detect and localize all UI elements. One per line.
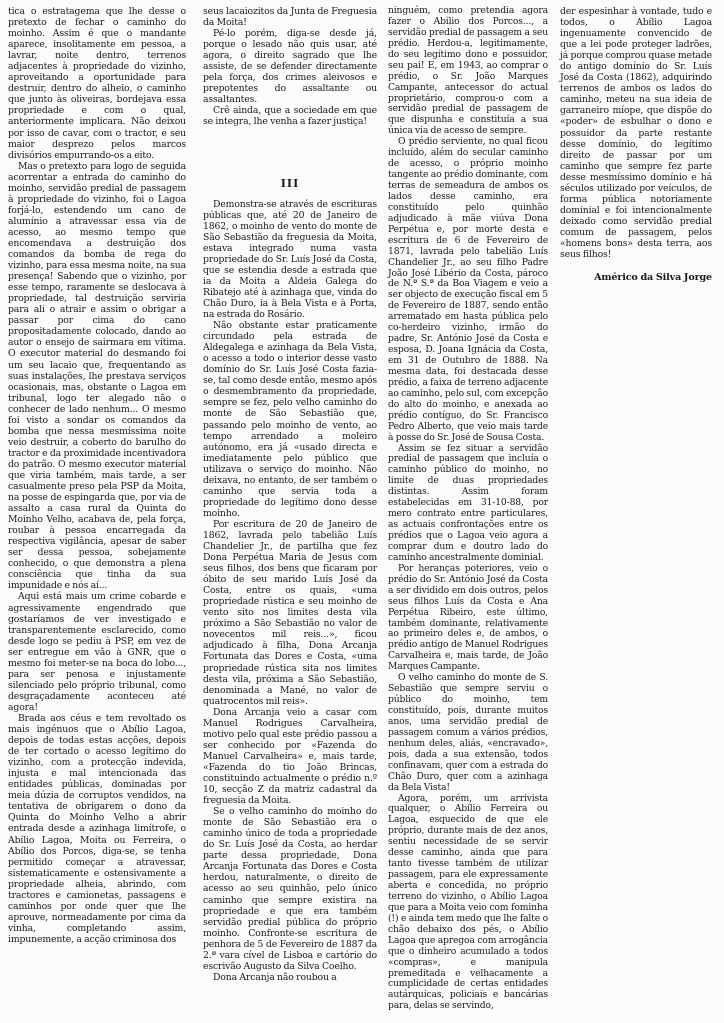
column-3	[388, 6, 548, 1012]
paragraph: Se o velho caminho do moinho do monte de São Sebastião era o caminho único de toda a propriedade do Sr. Luís José da Costa, ao herdar parte dessa propriedade, Dona Arcanja Fortunata das Dores e Costa herdou, naturalmente, o direito de acesso ao seu quinhão, pelo único caminho que sempre existira na propriedade e que era também servidão predial pública do próprio moinho. Confronte-se escritura de penhora de 5 de Fevereiro de 1887 da 2.ª vara cível de Lisboa e cartório do escrivão Augusto da Silva Coelho.	[203, 806, 377, 972]
paragraph: Assim se fez situar a servidão predial de passagem que incluía o caminho público do moinho, no limite de duas propriedades distintas. Assim foram estabelecidas em 31-10-88, por mero contrato entre particulares, as actuais confrontações entre os prédios que o Lagoa veio agora a comprar dum e doutro lado do caminho ancestralmente dominial.	[388, 442, 548, 563]
column-2	[203, 6, 377, 983]
paragraph: Aqui está mais um crime cobarde e agressivamente engendrado que gostaríamos de ver investigado e transparentemente esclarecido, como desde logo se pediu à PSP, em vez de ser entregue em vão à GNR, que o mesmo foi meter-se na boca do lobo..., para ser penosa e injustamente silenciado pelo próprio tribunal, como desgraçadamente aconteceu até agora!	[8, 591, 186, 713]
paragraph: O velho caminho do monte de S. Sebastião que sempre serviu o público do moinho, tem constituído, pois, durante muitos anos, uma servidão predial de passagem comum a vários prédios, nenhum deles, aliás, «encravado», pois, dada a sua extensão, todos confinavam, quer com a estrada do Chão Duro, quer com a azinhaga da Bela Vista!	[388, 672, 548, 793]
paragraph: seus lacaiozitos da Junta de Freguesia da Moita!	[203, 6, 377, 29]
paragraph: Mas o pretexto para logo de seguida acorrentar a entrada do caminho do moinho, servidão predial de passagem à propriedade do vizinho, foi o Lagoa forjá-lo, estendendo um cano de alumínio a atravessar essa via de acesso, ao mesmo tempo que encomendava a destruição dos comandos da bomba de rega do vizinho, para essa mesma noite, na sua presença! Sabendo que o vizinho, por esse tempo, raramente se deslocava à propriedade, tal destruição serviria para ali o atrair e assim o obrigar a passar por cima do cano propositadamente colocado, dando ao autor o ensejo de sairmara em vítima. O executor material do desmando foi um seu lacaio que, frequentando as suas instalações, lhe prestava serviços ocasionais, mas, obstante o Lagoa em tribunal, logo ter alegado não o conhecer de lado nenhum... O mesmo foi visto a sondar os comandos da bomba que nessa mesmíssima noite veio destruir, a coberto do barulho do tractor e da proximidade incentivadora do patrão. O mesmo executor material que viria também, mais tarde, a ser casualmente preso pela PSP da Moita, na posse de espingarda que, por via de assalto a casa rural da Quinta do Moinho Velho, acabava de, pela força, roubar à pessoa encarregada da respectiva vigilância, apesar de saber ser dessa pessoa, sobejamente conhecido, o que demonstra a plena consciência que tinha da sua impunidade e nós aí...	[8, 160, 186, 592]
paragraph: der espesinhar à vontade, tudo e todos, o Abílio Lagoa ingenuamente convencido de que a lei pode proteger ladrões, já porque comprou quase metade do antigo domínio do Sr. Luís José da Costa (1862), adquirindo terrenos de ambos os lados do caminho, meteu na sua ideia de garraneiro míope, que dispõe do «poder» de esbulhar o dono e possuidor da parte restante desse domínio, do legítimo direito de passar por um caminho que sempre fez parte desse mesmíssimo domínio e há séculos utilizado por veículos, de forma pública notoriamente dominial e foi intencionalmente deixado como servidão predial comum de passagem, pelos «homens bons» desta terra, aos seus filhos!	[560, 6, 712, 261]
paragraph: ninguém, como pretendia agora fazer o Abílio dos Porcos..., a servidão predial de passagem a seu prédio. Herdou-a, legitimamente, do seu legítimo dono e possuidor, seu pai! E, em 1943, ao comprar o prédio, o Sr. João Marques Campante, antecessor do actual proprietário, comprou-o com a servidão predial de passagem de que dispunha e constituía a sua única via de acesso de sempre.	[388, 5, 548, 137]
paragraph: tica o estratagema que lhe desse o pretexto de fechar o caminho do moinho. Assim é que o mandante aparece, insolitamente em pessoa, a lavrar, noite dentro, terrenos adjacentes à propriedade do vizinho, aproveitando a oportunidade para destruir, dentro do alheio, o caminho que junto às oliveiras, bordejava essa propriedade e com o qual, anteriormente implicara. Não deixou por isso de cavar, com o tractor, e seu maior desprezo pelos marcos divisórios empurrando-os a eito.	[8, 6, 186, 161]
author-signature: Américo da Silva Jorge	[594, 272, 712, 284]
paragraph: Dona Arcanja não roubou a	[213, 971, 337, 983]
paragraph: Por heranças poteriores, veio o prédio do Sr. António José da Costa a ser dividido em dois outros, pelos seus filhos Luís da Costa e Ana Perpétua Ribeiro, este último, também dominante, relativamente ao primeiro deles e, de ambos, o prédio antigo de Manuel Rodrigues Carvalheira e, mais tarde, de João Marques Campante.	[388, 562, 548, 673]
paragraph: Por escritura de 20 de Janeiro de 1862, lavrada pelo tabelião Luís Chandelier Jr., de partilha que fez Dona Perpétua Maria de Jesus com seus filhos, dos bens que ficaram por óbito de seu marido Luís José da Costa, entre os quais, «uma propriedade rústica e seu moinho de vento sito nos limites desta vila próximo a São Sebastião no valor de novecentos mil reis...», ficou adjudicado à filha, Dona Arcanja Fortunata das Dores e Costa, «uma propriedade rústica sita nos limites desta vila, próxima a São Sebastião, denominada a Mané, no valor de quatrocentos mil reis».	[203, 518, 377, 707]
paragraph: Pé-lo porém, diga-se desde já, porque o lesado não quis usar, até agora, o direito sagrado que lhe assiste, de se defender directamente pela força, dos crimes aleivosos e prepotentes do assaltante ou assaltantes.	[203, 28, 377, 106]
column-1	[8, 6, 186, 945]
section-numeral: III	[280, 176, 300, 190]
paragraph: Agora, porém, um arrivista qualquer, o Abílio Ferreira ou Lagoa, esquecido de que ele próprio, durante mais de dez anos, sentiu necessidade de se servir desse caminho, ainda que para tanto tivesse também de utilizar passagem, para ele expressamente aberta e concedida, no próprio terreno do vizinho, o Abílio Lagoa que para a Moita veio com fominha (!) e ainda tem medo que lhe falte o chão debaixo dos pés, o Abílio Lagoa que apregoa com arrogância que o dinheiro acumulado a todos «compras», e manipula premeditada e velhacamente a cumplicidade de certas entidades autárquicas, policiais e bancárias para, delas se servindo,	[388, 792, 548, 1012]
paragraph: Brada aos céus e tem revoltado os mais ingénuos que o Abílio Lagoa, depois de todas estas acções, depois de ter cortado o acesso legítimo do vizinho, com a protecção indevida, injusta e mal intencionada das entidades públicas, dominadas por meia dúzia de corruptos vendidos, na tentativa de obrigarem o dono da Quinta do Moinho Velho a abrir entrada desde a azinhaga limítrofe, o Abílio Lagoa, Moita ou Ferreira, o Abílio dos Porcos, diga-se, se tenha permitido começar a atravessar, sistematicamente e ostensivamente a propriedade alheia, abrindo, com tractores e camionetas, passagens e caminhos por onde quer que lhe aprouve, normeadamente por cima da vinha, completando assim, impunemente, a acção criminosa dos	[8, 713, 186, 945]
paragraph: Não obstante estar praticamente circundado pela estrada de Aldegalega e azinhaga da Bela Vista, o acesso a todo o interior desse vasto domínio do Sr. Luís José Costa fazia-se, tal como desde então, mesmo após o desmembramento da propriedade, sempre se fez, pelo velho caminho do monte de São Sebastião que, passando pelo moinho de vento, ao tempo arrendado a moleiro autónomo, era já «usado directa e imediatamente pelo público que utilizava o serviço do moinho. Não deixava, no entanto, de ser também o caminho que servia toda a propriedade do legítimo dono desse moinho.	[203, 320, 377, 519]
paragraph: Demonstra-se através de escrituras públicas que, até 20 de Janeiro de 1862, o moinho de vento do monte de São Sebastião da freguesia da Moita, estava integrado numa vasta propriedade do Sr. Luís José da Costa, que se estendia desde a estrada que ia da Moita a Aldeia Galega do Ribatejo até à azinhaga que, vinda do Chão Duro, ia à Bela Vista e à Porta, na estrada do Rosário.	[203, 198, 377, 321]
paragraph: Dona Arcanja veio a casar com Manuel Rodrigues Carvalheira, motivo pelo qual este prédio passou a ser conhecido por «Fazenda do Manuel Carvalheira» e, mais tarde, «Fazenda do tio João Brincas, constituindo actualmente o prédio n.º 10, secção Z da matriz cadastral da freguesia da Moita.	[203, 706, 377, 807]
column-4	[560, 6, 712, 283]
paragraph: O prédio serviente, no qual ficou incluído, além do secular caminho de acesso, o próprio moinho tangente ao prédio dominante, com terras de semeadura de ambos os lados desse caminho, era constituído pelo quinhão adjudicado à mãe viúva Dona Perpétua e, por morte desta e escritura de 6 de Fevereiro de 1871, lavrada pelo tabelião Luís Chandelier Jr., ao seu filho Padre João José Libério da Costa, pároco de N.ª S.ª da Boa Viagem e veio a ser objecto de execução fiscal em 5 de Fevereiro de 1887, sendo então arrematado em hasta pública pelo co-herdeiro vizinho, irmão do padre, Sr. António José da Costa e esposa, D. Joana Ignácia da Costa, em 31 de Outubro de 1888. Na mesma data, foi destacada desse prédio, a faixa de terreno adjacente ao caminho, pelo sul, com excepção do alto do moinho, e anexada ao prédio contíguo, do Sr. Francisco Pedro Alberto, que veio mais tarde à posse do Sr. José de Sousa Costa.	[388, 136, 548, 443]
paragraph: Crê ainda, que a sociedade em que se integra, lhe venha a fazer justiça!	[203, 105, 377, 128]
